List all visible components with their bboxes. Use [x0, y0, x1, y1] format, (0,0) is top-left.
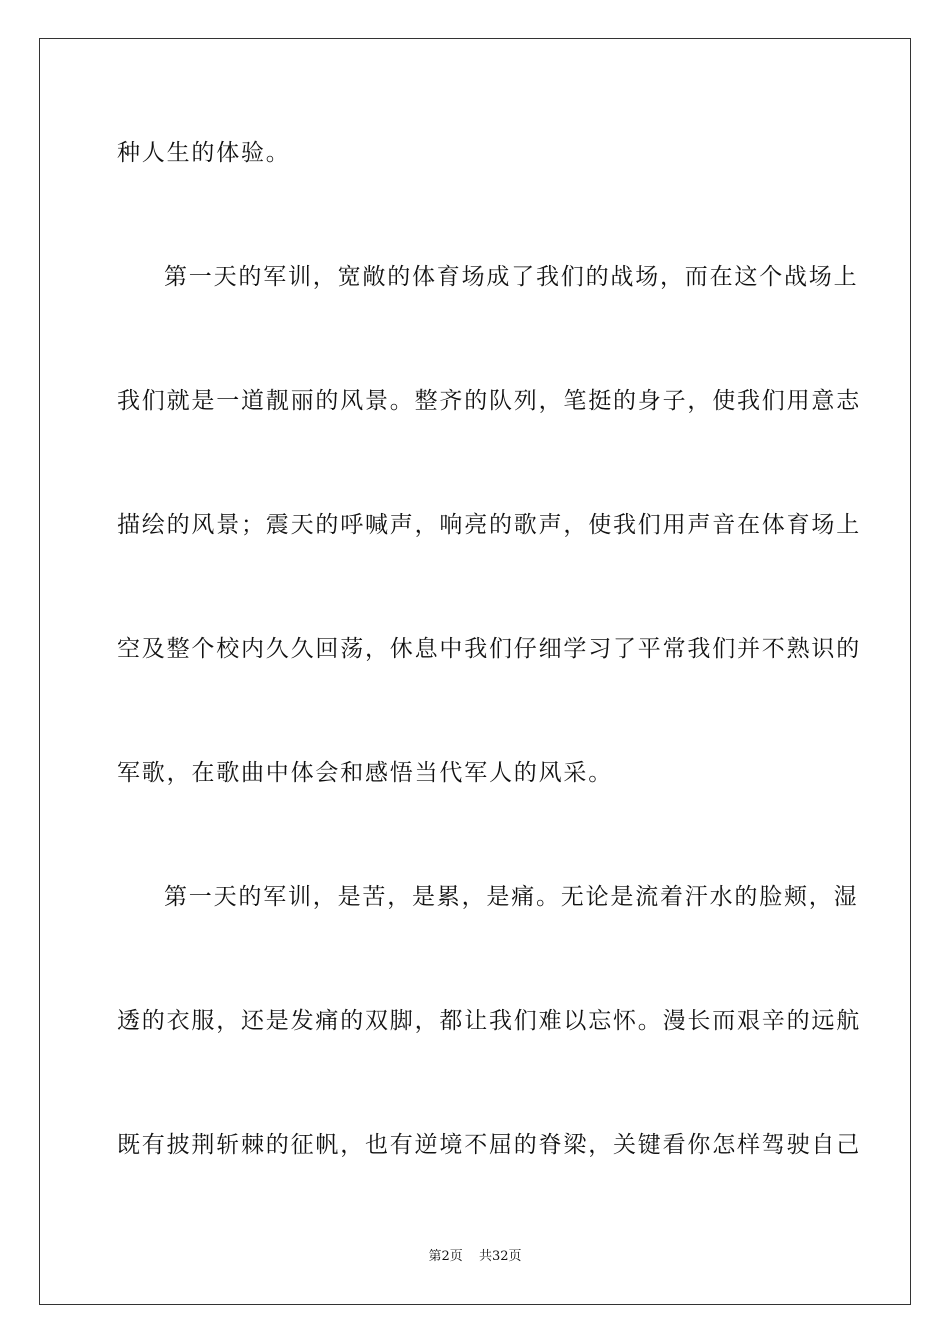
paragraph-line: 第一天的军训，是苦，是累，是痛。无论是流着汗水的脸颊，湿 — [164, 884, 859, 910]
page-number: 第2页 — [428, 1249, 463, 1264]
page-footer — [0, 1249, 950, 1265]
paragraph-line: 透的衣服，还是发痛的双脚，都让我们难以忘怀。漫长而艰辛的远航 — [117, 1008, 861, 1034]
paragraph-line: 第一天的军训，宽敞的体育场成了我们的战场，而在这个战场上 — [164, 264, 859, 290]
paragraph-line: 既有披荆斩棘的征帆，也有逆境不屈的脊梁，关键看你怎样驾驶自己 — [117, 1132, 861, 1158]
paragraph-line: 空及整个校内久久回荡，休息中我们仔细学习了平常我们并不熟识的 — [117, 636, 861, 662]
paragraph-line: 军歌，在歌曲中体会和感悟当代军人的风采。 — [117, 760, 613, 786]
paragraph-line: 我们就是一道靓丽的风景。整齐的队列，笔挺的身子，使我们用意志 — [117, 388, 861, 414]
page-total: 共32页 — [478, 1249, 522, 1264]
paragraph-line: 描绘的风景；震天的呼喊声，响亮的歌声，使我们用声音在体育场上 — [117, 512, 861, 538]
page-border — [39, 38, 911, 1305]
paragraph-line: 种人生的体验。 — [117, 140, 291, 166]
